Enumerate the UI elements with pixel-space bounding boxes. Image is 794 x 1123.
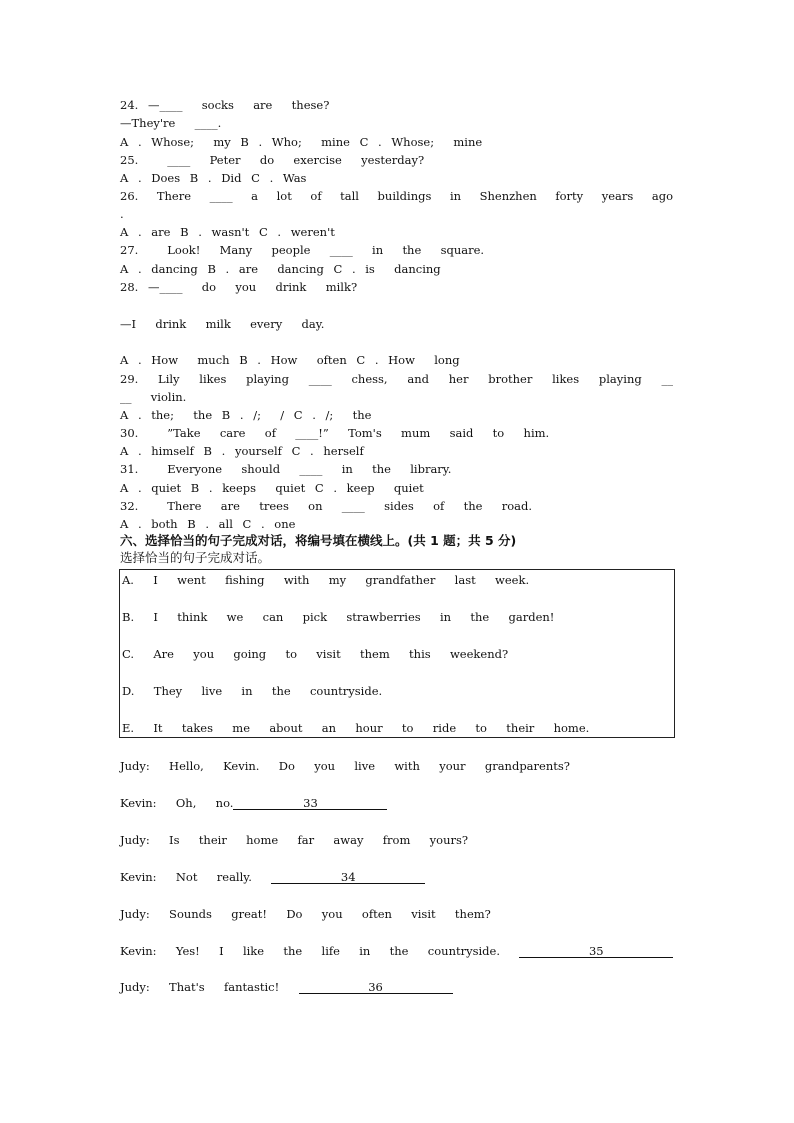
answer-blank-36[interactable]: 36 [299, 981, 453, 994]
question-28-options: A . How much B . How often C . How long [120, 353, 460, 367]
dialogue-line [120, 833, 468, 847]
question-26-options: A . are B . wasn't C . weren't [120, 225, 335, 239]
question-30-options: A . himself B . yourself C . herself [120, 444, 364, 458]
question-31: 31. Everyone should ____ in the library. [120, 462, 452, 476]
option-e: E. It takes me about an hour to ride to their home. [122, 721, 590, 735]
question-28: 28. —____ do you drink milk? [120, 280, 358, 294]
answer-blank-34[interactable]: 34 [271, 871, 425, 884]
question-24: 24. —____ socks are these? [120, 98, 330, 112]
option-c: C. Are you going to visit them this weekend? [122, 647, 509, 661]
question-27: 27. Look! Many people ____ in the square. [120, 243, 485, 257]
question-27-options: A . dancing B . are dancing C . is dancing [120, 262, 441, 276]
question-29: 29. Lily likes playing ____ chess, and her brother likes playing __ [120, 372, 673, 386]
question-26-period: . [120, 207, 124, 221]
question-24-options: A . Whose; my B . Who; mine C . Whose; mine [120, 135, 483, 149]
dialogue-line [120, 944, 673, 958]
dialogue-text: Kevin: Yes! I like the life in the countryside. [120, 944, 520, 958]
option-a: A. I went fishing with my grandfather last week. [122, 573, 530, 587]
question-30: 30. ”Take care of ____!” Tom's mum said to him. [120, 426, 550, 440]
question-25-options: A . Does B . Did C . Was [120, 171, 307, 185]
question-29-continued: __ violin. [120, 390, 187, 404]
dialogue-text: Judy: Hello, Kevin. Do you live with your grandparents? [120, 759, 570, 773]
question-24-answer-line: —They're ____. [120, 116, 222, 130]
dialogue-text: Kevin: Not really. [120, 870, 272, 884]
section-instruction: 选择恰当的句子完成对话。 [120, 550, 271, 565]
option-b: B. I think we can pick strawberries in the garden! [122, 610, 555, 624]
question-25: 25. ____ Peter do exercise yesterday? [120, 153, 425, 167]
dialogue-line [120, 759, 570, 773]
dialogue-line [120, 870, 425, 884]
dialogue-text: Judy: Is their home far away from yours? [120, 833, 469, 847]
option-d: D. They live in the countryside. [122, 684, 383, 698]
question-28-answer-line: —I drink milk every day. [120, 317, 325, 331]
section-heading: 六、选择恰当的句子完成对话，将编号填在横线上。(共 1 题；共 5 分) [120, 533, 517, 548]
dialogue-text: Kevin: Oh, no. [120, 796, 234, 810]
dialogue-line [120, 980, 453, 994]
dialogue-text: Judy: Sounds great! Do you often visit them? [120, 907, 491, 921]
answer-blank-33[interactable]: 33 [233, 797, 387, 810]
question-32: 32. There are trees on ____ sides of the road. [120, 499, 533, 513]
question-29-options: A . the; the B . /; / C . /; the [120, 408, 372, 422]
answer-blank-35[interactable]: 35 [519, 945, 673, 958]
dialogue-line [120, 907, 491, 921]
question-26: 26. There ____ a lot of tall buildings in Shenzhen forty years ago [120, 189, 673, 203]
dialogue-line [120, 796, 387, 810]
dialogue-text: Judy: That's fantastic! [120, 980, 299, 994]
question-32-options: A . both B . all C . one [120, 517, 296, 531]
question-31-options: A . quiet B . keeps quiet C . keep quiet [120, 481, 424, 495]
